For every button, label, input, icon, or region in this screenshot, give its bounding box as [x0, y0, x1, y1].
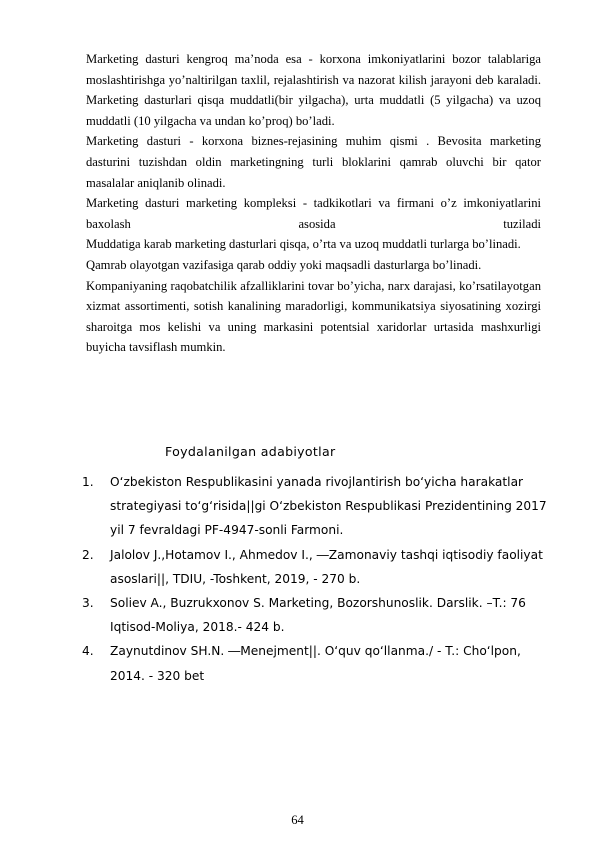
reference-item [82, 591, 548, 639]
reference-text: Jalolov J.,Hotamov I., Ahmedov I., ―Zamonaviy tashqi iqtisodiy faoliyat asoslari||, TDIU, -Toshkent, 2019, - 270 b. [110, 547, 543, 586]
reference-text: O‘zbekiston Respublikasini yanada rivojlantirish bo‘yicha harakatlar strategiyasi to‘g‘risida||gi O‘zbekiston Respublikasi Prezidentining 2017 yil 7 fevraldagi PF-4947-sonli Farmoni. [110, 475, 547, 538]
paragraph-5: Qamrab olayotgan vazifasiga qarab oddiy yoki maqsadli dasturlarga bo’linadi. [86, 257, 482, 272]
reference-number: 2. [82, 547, 94, 562]
reference-item [82, 543, 548, 591]
paragraph-4: Muddatiga karab marketing dasturlari qisqa, o’rta va uzoq muddatli turlarga bo’linadi. [86, 237, 521, 252]
references-list [82, 470, 548, 688]
reference-number: 4. [82, 644, 94, 659]
paragraph-2: Marketing dasturi - korxona biznes-rejasining muhim qismi . Bevosita marketing dasturini tuzishdan oldin marketingning turli bloklarini qamrab oluvchi bir qator masalalar aniqlanib olinadi. [86, 134, 541, 190]
references-heading: Foydalanilgan adabiyotlar [165, 444, 336, 459]
reference-text: Soliev A., Buzrukxonov S. Marketing, Bozorshunoslik. Darslik. –T.: 76 Iqtisod-Moliya, 2018.- 424 b. [110, 596, 526, 635]
page-number: 64 [291, 813, 304, 827]
paragraph-1: Marketing dasturi kengroq ma’noda esa - korxona imkoniyatlarini bozor talablariga moslashtirishga yo’naltirilgan taxlil, rejalashtirish va nazorat kilish jarayoni deb karaladi. Marketing dasturlari qisqa muddatli(bir yilgacha), urta muddatli (5 yilgacha) va uzoq muddatli (10 yilgacha va undan ko’proq) bo’ladi. [86, 52, 541, 128]
body-text [86, 49, 541, 358]
reference-item [82, 639, 548, 687]
reference-text: Zaynutdinov SH.N. ―Menejment||. O‘quv qo‘llanma./ - T.: Cho‘lpon, 2014. - 320 bet [110, 644, 521, 683]
paragraph-6: Kompaniyaning raqobatchilik afzalliklarini tovar bo’yicha, narx darajasi, ko’rsatilayotgan xizmat assortimenti, sotish kanalining maradorligi, kommunikatsiya siyosatining xozirgi sharoitga mos kelishi va uning markasini potentsial xaridorlar urtasida mashxurligi buyicha tavsiflash mumkin. [86, 278, 541, 355]
reference-item [82, 470, 548, 543]
reference-number: 3. [82, 596, 94, 611]
paragraph-3: Marketing dasturi marketing kompleksi - tadkikotlari va firmani o’z imkoniyatlarini baxolash asosida tuziladi [86, 196, 541, 231]
reference-number: 1. [82, 475, 94, 489]
